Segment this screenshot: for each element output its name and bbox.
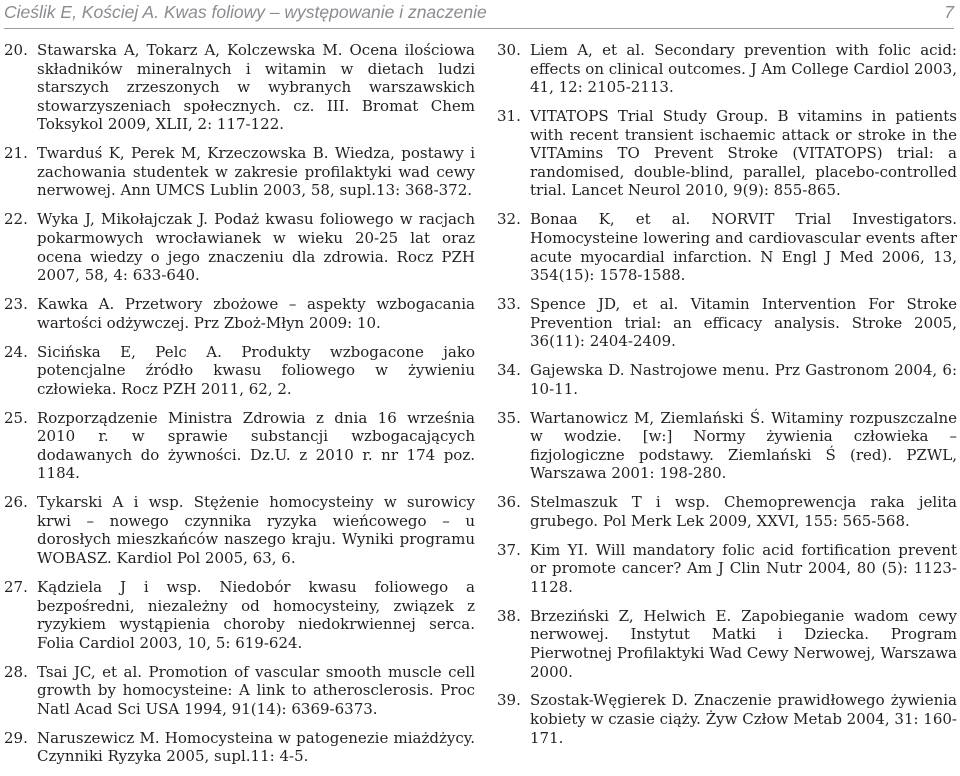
reference-item (4, 663, 475, 719)
reference-number: 23. (4, 295, 28, 314)
reference-number: 35. (497, 408, 521, 427)
reference-number: 26. (4, 493, 28, 512)
reference-item (497, 107, 957, 200)
reference-number: 21. (4, 144, 28, 163)
page-number: 7 (944, 2, 954, 22)
reference-text: Kądziela J i wsp. Niedobór kwasu foliowego a bezpośredni, niezależny od homocysteiny, związek z ryzykiem wystąpienia choroby niedokrwiennej serca. Folia Cardiol 2003, 10, 5: 619-624. (37, 577, 475, 652)
reference-item (4, 493, 475, 567)
reference-text: Liem A, et al. Secondary prevention with folic acid: effects on clinical outcomes. J Am College Cardiol 2003, 41, 12: 2105-2113. (530, 41, 957, 97)
reference-number: 29. (4, 728, 28, 747)
reference-text: Rozporządzenie Ministra Zdrowia z dnia 16 września 2010 r. w sprawie substancji wzbogacających dodawanych do żywności. Dz.U. z 2010 r. nr 174 poz. 1184. (37, 408, 475, 483)
references-left-column (4, 41, 475, 776)
reference-number: 24. (4, 342, 28, 361)
reference-number: 30. (497, 41, 521, 59)
reference-number: 34. (497, 361, 521, 380)
reference-item (497, 295, 957, 351)
reference-number: 33. (497, 295, 521, 314)
reference-item (497, 361, 957, 398)
reference-number: 38. (497, 606, 521, 625)
reference-text: Tykarski A i wsp. Stężenie homocysteiny w surowicy krwi – nowego czynnika ryzyka wieńcowego – u dorosłych mieszkańców naszego kraju. Wyniki programu WOBASZ. Kardiol Pol 2005, 63, 6. (37, 493, 475, 568)
reference-item (4, 343, 475, 399)
reference-item (4, 295, 475, 332)
reference-number: 37. (497, 540, 521, 559)
reference-item (4, 409, 475, 483)
reference-text: Twarduś K, Perek M, Krzeczowska B. Wiedza, postawy i zachowania studentek w zakresie profilaktyki wad cewy nerwowej. Ann UMCS Lublin 2003, 58, supl.13: 368-372. (37, 144, 475, 200)
reference-number: 25. (4, 408, 28, 427)
reference-item (4, 210, 475, 284)
reference-number: 22. (4, 210, 28, 229)
reference-number: 39. (497, 691, 521, 710)
reference-text: Stelmaszuk T i wsp. Chemoprewencja raka jelita grubego. Pol Merk Lek 2009, XXVI, 155: 565-568. (530, 493, 957, 530)
reference-number: 31. (497, 107, 521, 126)
reference-item (497, 607, 957, 681)
reference-text: Naruszewicz M. Homocysteina w patogenezie miażdżycy. Czynniki Ryzyka 2005, supl.11: 4-5. (37, 728, 475, 766)
reference-text: VITATOPS Trial Study Group. B vitamins in patients with recent transient ischaemic attack or stroke in the VITAmins TO Prevent Stroke (VITATOPS) trial: a randomised, double-blind, parallel, placebo-controlled trial. Lancet Neurol 2010, 9(9): 855-865. (530, 107, 957, 200)
reference-item (4, 578, 475, 652)
running-title: Cieślik E, Kościej A. Kwas foliowy – występowanie i znaczenie (4, 2, 487, 22)
reference-item (497, 493, 957, 530)
reference-item (497, 541, 957, 597)
reference-text: Stawarska A, Tokarz A, Kolczewska M. Ocena ilościowa składników mineralnych i witamin w dietach ludzi starszych zrzeszonych w wybranych warszawskich stowarzyszeniach społecznych. cz. III. Bromat Chem Toksykol 2009, XLII, 2: 117-122. (37, 41, 475, 134)
reference-text: Brzeziński Z, Helwich E. Zapobieganie wadom cewy nerwowej. Instytut Matki i Dziecka. Program Pierwotnej Profilaktyki Wad Cewy Nerwowej, Warszawa 2000. (530, 606, 957, 681)
reference-item (497, 409, 957, 483)
references-right-column (497, 41, 957, 758)
reference-number: 36. (497, 493, 521, 512)
header-rule (4, 28, 954, 29)
reference-text: Sicińska E, Pelc A. Produkty wzbogacone jako potencjalne źródło kwasu foliowego w żywieniu człowieka. Rocz PZH 2011, 62, 2. (37, 342, 475, 398)
page-header (4, 0, 954, 30)
reference-item (497, 210, 957, 284)
reference-text: Kim YI. Will mandatory folic acid fortification prevent or promote cancer? Am J Clin Nutr 2004, 80 (5): 1123-1128. (530, 540, 957, 596)
reference-number: 28. (4, 662, 28, 681)
reference-text: Kawka A. Przetwory zbożowe – aspekty wzbogacania wartości odżywczej. Prz Zboż-Młyn 2009: 10. (37, 295, 475, 332)
reference-number: 27. (4, 577, 28, 596)
reference-item (497, 691, 957, 747)
reference-number: 20. (4, 41, 28, 59)
reference-item (497, 41, 957, 97)
reference-text: Szostak-Węgierek D. Znaczenie prawidłowego żywienia kobiety w czasie ciąży. Żyw Człow Metab 2004, 31: 160-171. (530, 691, 958, 747)
reference-text: Wyka J, Mikołajczak J. Podaż kwasu foliowego w racjach pokarmowych wrocławianek w wieku 20-25 lat oraz ocena wiedzy o jego znaczeniu dla zdrowia. Rocz PZH 2007, 58, 4: 633-640. (37, 210, 475, 285)
reference-text: Bonaa K, et al. NORVIT Trial Investigators. Homocysteine lowering and cardiovascular events after acute myocardial infarction. N Engl J Med 2006, 13, 354(15): 1578-1588. (530, 210, 957, 285)
reference-text: Spence JD, et al. Vitamin Intervention For Stroke Prevention trial: an efficacy analysis. Stroke 2005, 36(11): 2404-2409. (530, 295, 957, 351)
reference-text: Gajewska D. Nastrojowe menu. Prz Gastronom 2004, 6: 10-11. (530, 361, 957, 398)
reference-text: Wartanowicz M, Ziemlański Ś. Witaminy rozpuszczalne w wodzie. [w:] Normy żywienia człowieka – fizjologiczne podstawy. Ziemlański Ś (red). PZWL, Warszawa 2001: 198-280. (530, 408, 957, 483)
reference-item (4, 41, 475, 134)
reference-item (4, 729, 475, 766)
reference-item (4, 144, 475, 200)
reference-number: 32. (497, 210, 521, 229)
reference-text: Tsai JC, et al. Promotion of vascular smooth muscle cell growth by homocysteine: A link to atherosclerosis. Proc Natl Acad Sci USA 1994, 91(14): 6369-6373. (37, 662, 475, 718)
